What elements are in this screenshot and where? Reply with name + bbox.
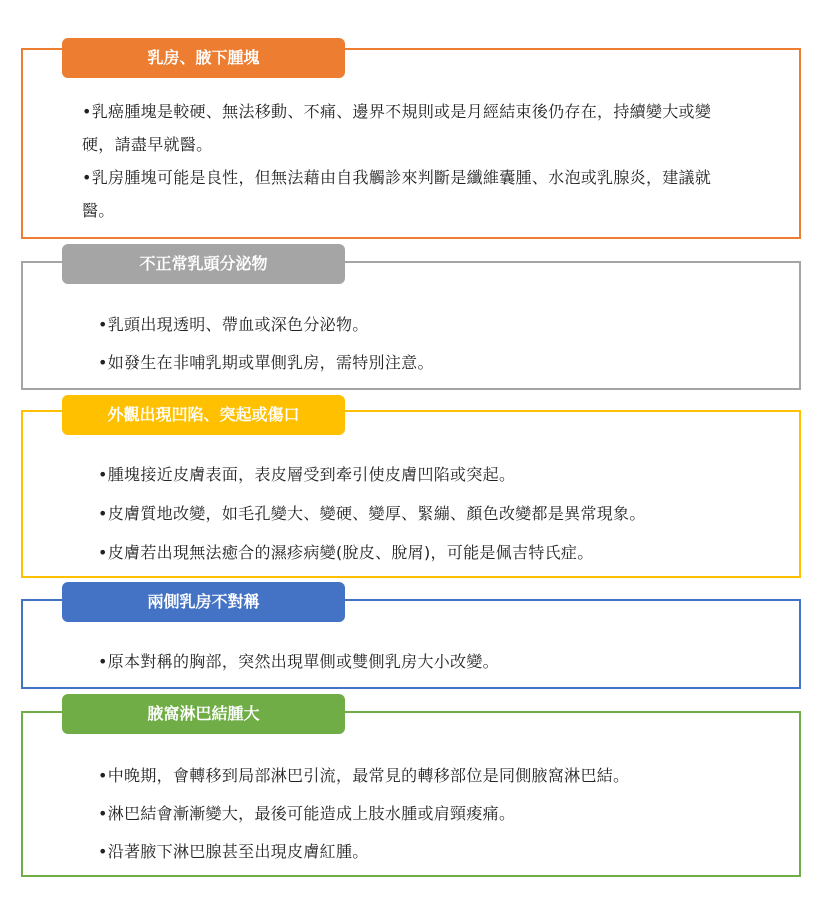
list-item: •乳頭出現透明、帶血或深色分泌物。: [98, 315, 369, 334]
section-body-appearance-change: [98, 455, 788, 572]
section-body-breast-axillary-lump: [82, 95, 732, 227]
section-title-appearance-change: 外觀出現凹陷、突起或傷口: [62, 395, 345, 435]
list-item: •皮膚質地改變，如毛孔變大、變硬、變厚、緊繃、顏色改變都是異常現象。: [98, 504, 646, 523]
list-item: •乳癌腫塊是較硬、無法移動、不痛、邊界不規則或是月經結束後仍存在，持續變大或變硬，請盡早就醫。: [82, 102, 712, 154]
list-item: •原本對稱的胸部，突然出現單側或雙側乳房大小改變。: [98, 652, 499, 671]
list-item: •腫塊接近皮膚表面，表皮層受到牽引使皮膚凹陷或突起。: [98, 465, 516, 484]
list-item: •淋巴結會漸漸變大，最後可能造成上肢水腫或肩頸痠痛。: [98, 804, 516, 823]
section-body-asymmetry: [98, 645, 778, 678]
list-item: •乳房腫塊可能是良性，但無法藉由自我觸診來判斷是纖維囊腫、水泡或乳腺炎，建議就醫。: [82, 168, 712, 220]
list-item: •皮膚若出現無法癒合的濕疹病變(脫皮、脫屑)，可能是佩吉特氏症。: [98, 543, 594, 562]
section-title-asymmetry: 兩側乳房不對稱: [62, 582, 345, 622]
list-item: •中晚期，會轉移到局部淋巴引流，最常見的轉移部位是同側腋窩淋巴結。: [98, 766, 630, 785]
section-title-breast-axillary-lump: 乳房、腋下腫塊: [62, 38, 345, 78]
section-title-nipple-discharge: 不正常乳頭分泌物: [62, 244, 345, 284]
list-item: •如發生在非哺乳期或單側乳房，需特別注意。: [98, 353, 434, 372]
section-body-nipple-discharge: [98, 306, 778, 382]
section-body-lymph-node: [98, 757, 778, 871]
list-item: •沿著腋下淋巴腺甚至出現皮膚紅腫。: [98, 842, 369, 861]
section-title-lymph-node: 腋窩淋巴結腫大: [62, 694, 345, 734]
